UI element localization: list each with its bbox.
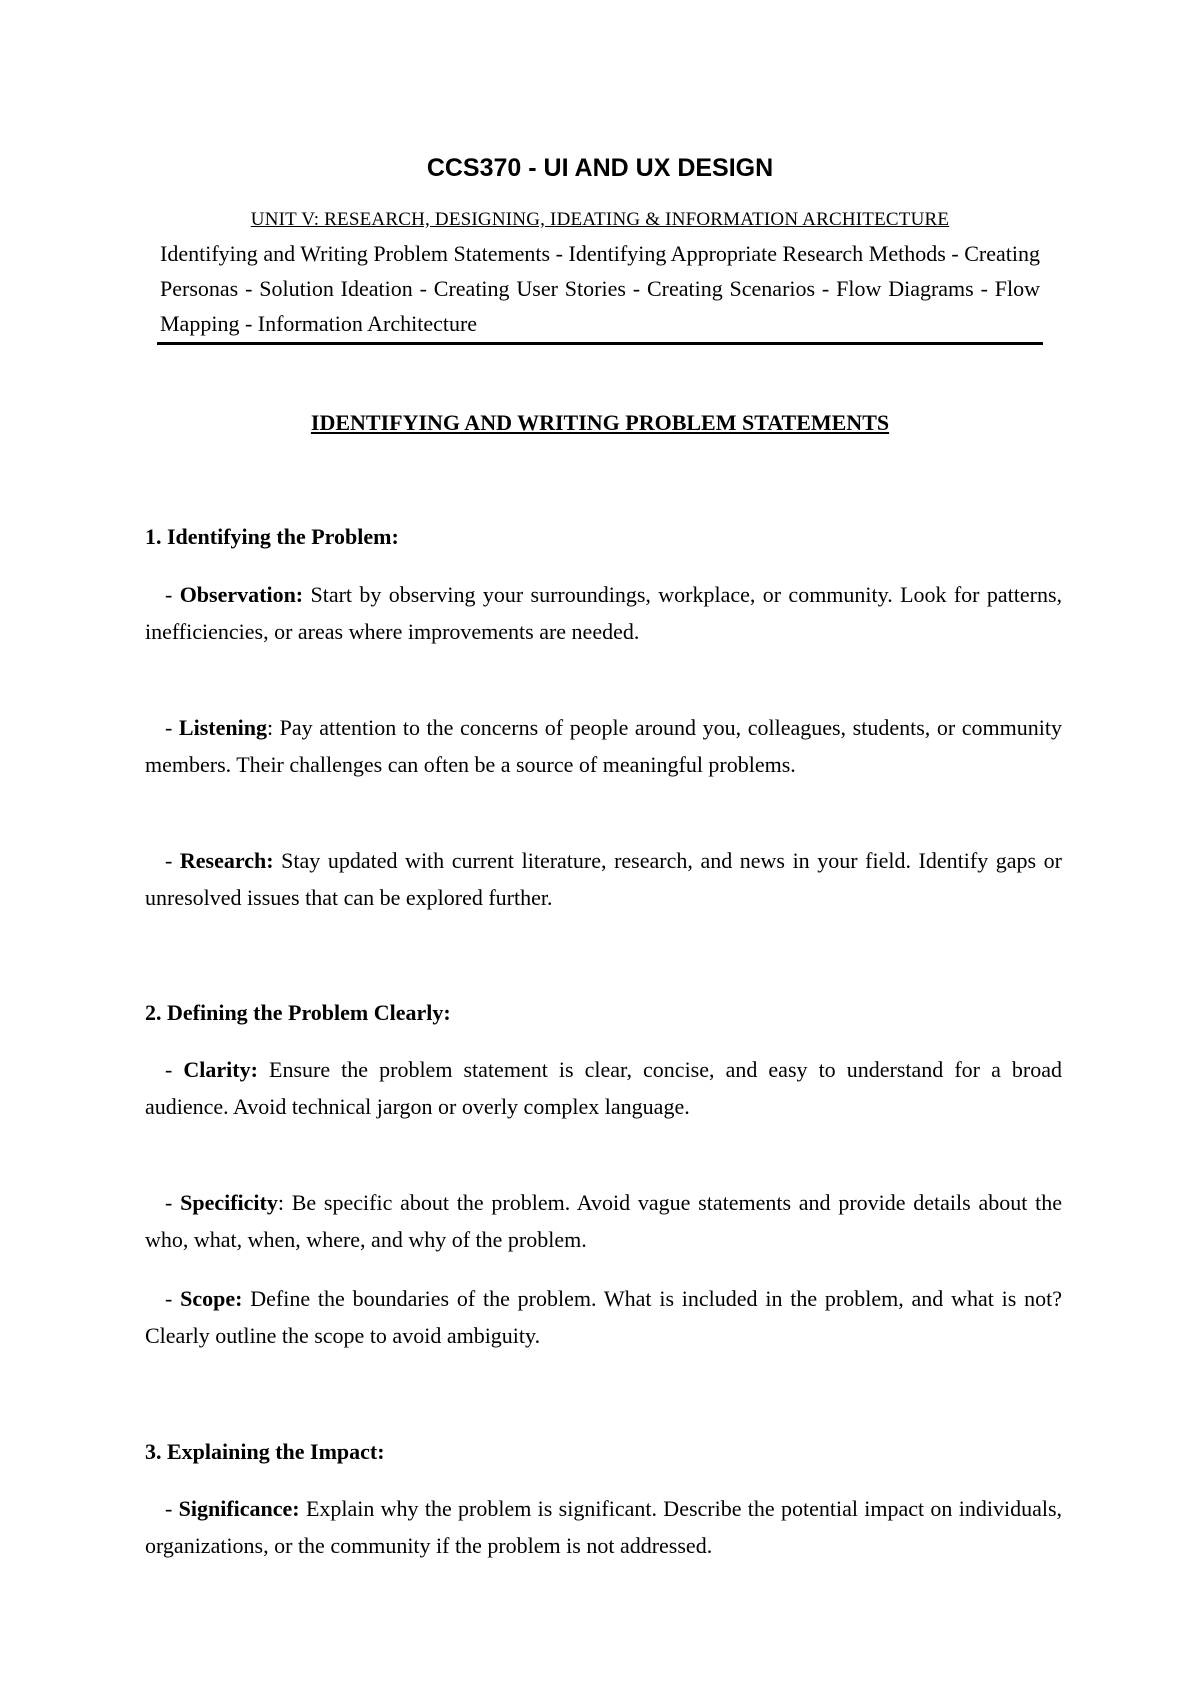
bullet-paragraph: [145, 709, 1062, 783]
bullet-dash: -: [165, 1286, 181, 1311]
bullet-term: Scope:: [180, 1286, 243, 1311]
bullet-paragraph: [145, 576, 1062, 650]
bullet-term: Clarity:: [183, 1057, 258, 1082]
section-title: IDENTIFYING AND WRITING PROBLEM STATEMENTS: [310, 410, 890, 435]
bullet-text: Ensure the problem statement is clear, concise, and easy to understand for a broad audience. Avoid technical jargon or overly complex language.: [145, 1057, 1063, 1119]
bullet-text: Explain why the problem is significant. Describe the potential impact on individuals, organizations, or the community if the problem is not addressed.: [145, 1496, 1063, 1558]
bullet-text: : Pay attention to the concerns of people around you, colleagues, students, or community members. Their challenges can often be a source of meaningful problems.: [145, 715, 1062, 777]
bullet-text: : Be specific about the problem. Avoid vague statements and provide details about the who, what, when, where, and why of the problem.: [145, 1190, 1062, 1252]
bullet-term: Research:: [179, 848, 274, 873]
course-title: CCS370 - UI AND UX DESIGN: [426, 154, 774, 182]
subsection-heading: 2. Defining the Problem Clearly:: [145, 1000, 451, 1025]
header-divider: [157, 342, 1043, 345]
bullet-paragraph: [145, 842, 1062, 916]
bullet-term: Significance:: [178, 1496, 300, 1521]
bullet-dash: -: [165, 1496, 179, 1521]
bullet-paragraph: [145, 1051, 1062, 1125]
bullet-term: Specificity: [180, 1190, 278, 1215]
unit-heading: UNIT V: RESEARCH, DESIGNING, IDEATING & INFORMATION ARCHITECTURE: [250, 209, 950, 230]
bullet-dash: -: [165, 582, 180, 607]
unit-topics: Identifying and Writing Problem Statements - Identifying Appropriate Research Methods - Creating Personas - Solution Ideation - Creating User Stories - Creating Scenarios - Flow Diagrams - Flow Mapping - Information Architecture: [160, 241, 1040, 336]
bullet-dash: -: [165, 1057, 184, 1082]
bullet-paragraph: [145, 1490, 1062, 1564]
bullet-paragraph: [145, 1184, 1062, 1258]
subsection-heading: 1. Identifying the Problem:: [145, 524, 399, 549]
bullet-dash: -: [165, 1190, 181, 1215]
bullet-dash: -: [165, 715, 179, 740]
bullet-dash: -: [165, 848, 180, 873]
bullet-text: Start by observing your surroundings, workplace, or community. Look for patterns, inefficiencies, or areas where improvements are needed.: [145, 582, 1063, 644]
bullet-term: Listening: [178, 715, 267, 740]
subsection-heading: 3. Explaining the Impact:: [145, 1439, 385, 1464]
bullet-term: Observation:: [179, 582, 304, 607]
bullet-text: Define the boundaries of the problem. What is included in the problem, and what is not? Clearly outline the scope to avoid ambiguity.: [145, 1286, 1062, 1348]
bullet-paragraph: [145, 1280, 1062, 1354]
bullet-text: Stay updated with current literature, research, and news in your field. Identify gaps or unresolved issues that can be explored further.: [145, 848, 1062, 910]
